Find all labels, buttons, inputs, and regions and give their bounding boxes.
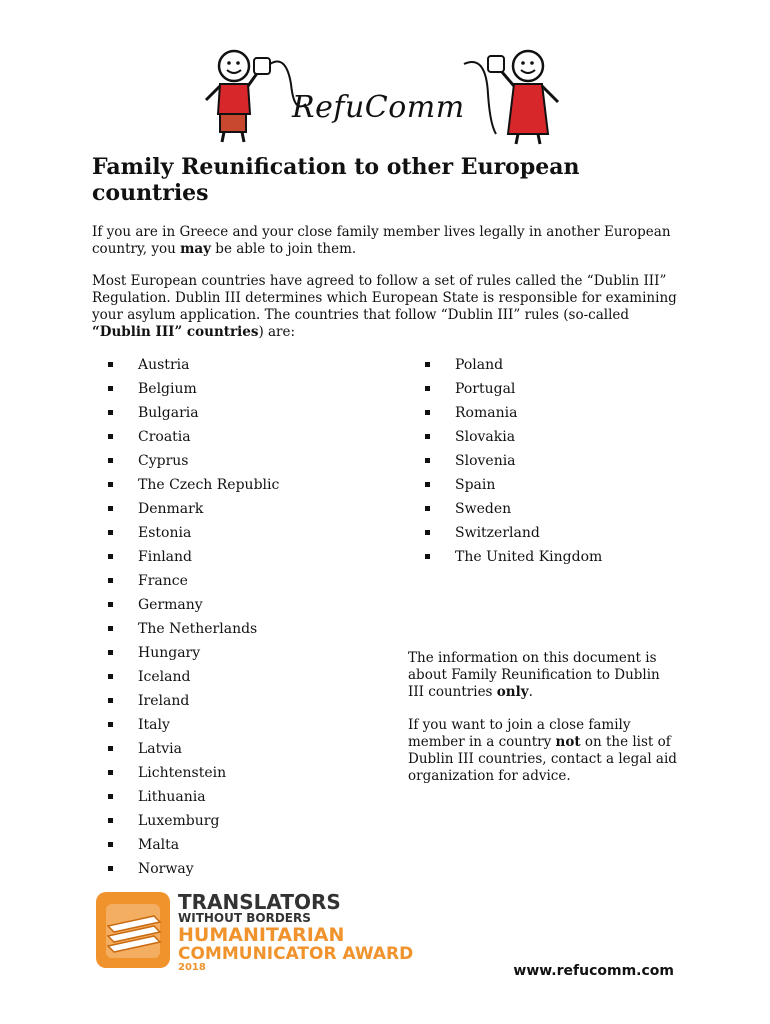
bullet-icon [425,434,430,439]
country-item [425,521,602,545]
country-name: Poland [455,357,504,373]
dublin-paragraph: Most European countries have agreed to follow a set of rules called the “Dublin III” Regulation. Dublin III determines which European State is responsible for examining your asylum application. The countries that follow “Dublin III” rules (so-called “Dublin III” countries) are: [92,273,677,340]
award-line-1: TRANSLATORS [178,890,341,914]
country-name: Finland [138,549,193,565]
country-item [108,593,279,617]
country-name: The Czech Republic [138,477,280,493]
country-item [108,449,279,473]
bullet-icon [425,386,430,391]
bullet-icon [425,458,430,463]
books-icon [94,890,174,972]
page-title: Family Reunification to other European countries [92,154,580,206]
country-item [108,353,279,377]
country-item [108,569,279,593]
country-name: Austria [138,357,190,373]
country-item [108,401,279,425]
country-name: Luxemburg [138,813,220,829]
country-item [108,473,279,497]
country-name: The Netherlands [138,621,258,637]
country-name: Spain [455,477,496,493]
award-line-4: COMMUNICATOR AWARD [178,944,414,964]
bullet-icon [108,650,113,655]
bullet-icon [108,746,113,751]
country-item [108,425,279,449]
country-name: Sweden [455,501,512,517]
country-name: Croatia [138,429,191,445]
country-item [108,641,279,665]
country-item [108,785,279,809]
country-item [425,545,602,569]
bullet-icon [108,674,113,679]
country-name: Norway [138,861,194,877]
right-figure-icon [488,51,558,144]
bullet-icon [108,698,113,703]
bullet-icon [425,410,430,415]
country-item [108,377,279,401]
bullet-icon [108,626,113,631]
logo-wordmark: RefuComm [292,90,465,125]
country-name: Ireland [138,693,190,709]
bullet-icon [108,578,113,583]
bullet-icon [108,458,113,463]
award-badge [94,890,414,973]
info-note: The information on this document is about Family Reunification to Dublin III countries only. [408,650,660,700]
country-name: Malta [138,837,180,853]
country-name: Italy [138,717,170,733]
country-item [108,833,279,857]
country-item [425,401,602,425]
country-item [108,665,279,689]
bullet-icon [108,722,113,727]
country-name: Cyprus [138,453,189,469]
award-year: 2018 [178,962,206,973]
country-name: Latvia [138,741,183,757]
country-name: Iceland [138,669,191,685]
country-name: Belgium [138,381,197,397]
country-name: Slovakia [455,429,516,445]
country-item [108,713,279,737]
bullet-icon [108,554,113,559]
country-item [425,497,602,521]
bullet-icon [108,866,113,871]
country-item [108,857,279,881]
bullet-icon [108,482,113,487]
country-name: Lichtenstein [138,765,227,781]
intro-paragraph: If you are in Greece and your close family member lives legally in another European country, you may be able to join them. [92,224,671,257]
country-item [108,617,279,641]
country-item [108,689,279,713]
country-name: Portugal [455,381,516,397]
bullet-icon [108,386,113,391]
country-name: Slovenia [455,453,516,469]
bullet-icon [108,434,113,439]
country-name: Romania [455,405,518,421]
bullet-icon [108,842,113,847]
country-item [108,545,279,569]
country-item [425,473,602,497]
country-item [425,425,602,449]
award-line-2: WITHOUT BORDERS [178,911,311,925]
country-item [108,737,279,761]
country-name: Estonia [138,525,192,541]
bullet-icon [108,530,113,535]
country-list-right [425,353,602,569]
country-list-left [108,353,279,881]
bullet-icon [425,554,430,559]
country-name: France [138,573,188,589]
bullet-icon [425,482,430,487]
country-item [108,809,279,833]
country-name: Denmark [138,501,204,517]
bullet-icon [108,506,113,511]
country-item [108,521,279,545]
bullet-icon [108,770,113,775]
country-name: Lithuania [138,789,206,805]
country-name: Bulgaria [138,405,199,421]
country-name: The United Kingdom [455,549,603,565]
country-name: Switzerland [455,525,540,541]
country-name: Hungary [138,645,201,661]
award-line-3: HUMANITARIAN [178,924,345,946]
advice-note: If you want to join a close family member in a country not on the list of Dublin III countries, contact a legal aid organization for advice. [408,717,677,784]
country-item [425,353,602,377]
bullet-icon [425,362,430,367]
country-item [108,497,279,521]
country-name: Germany [138,597,203,613]
bullet-icon [108,794,113,799]
website-link[interactable]: www.refucomm.com [513,963,674,979]
left-figure-icon [206,51,270,142]
country-item [425,449,602,473]
bullet-icon [108,362,113,367]
bullet-icon [425,530,430,535]
bullet-icon [108,818,113,823]
bullet-icon [108,410,113,415]
bullet-icon [425,506,430,511]
bullet-icon [108,602,113,607]
country-item [425,377,602,401]
country-item [108,761,279,785]
